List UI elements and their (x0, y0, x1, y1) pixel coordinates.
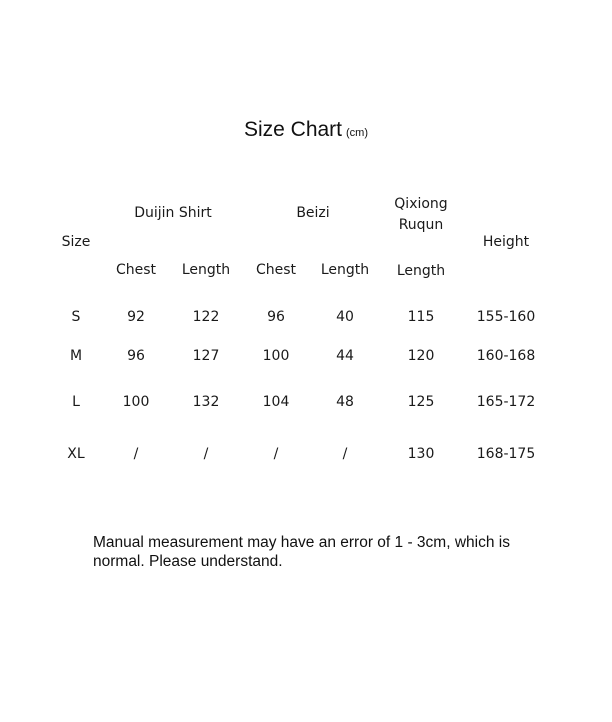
header-qixiong-ruqun: Qixiong Ruqun (394, 196, 448, 233)
cell-beizi-length: 48 (336, 394, 354, 410)
cell-size: L (72, 394, 80, 410)
cell-height: 155-160 (476, 309, 536, 325)
header-duijin-shirt: Duijin Shirt (134, 205, 212, 221)
title-text: Size Chart (243, 118, 343, 141)
subheader-beizi-length: Length (320, 262, 370, 278)
header-beizi: Beizi (296, 205, 330, 221)
cell-duijin-length: / (203, 446, 209, 462)
cell-ruqun-length: 120 (407, 348, 435, 364)
cell-duijin-chest: / (133, 446, 139, 462)
cell-size: M (69, 348, 83, 364)
cell-beizi-length: 40 (336, 309, 354, 325)
cell-duijin-length: 132 (192, 394, 220, 410)
header-height: Height (482, 234, 530, 250)
cell-height: 165-172 (476, 394, 536, 410)
header-size: Size (61, 234, 91, 250)
title-unit: (cm) (346, 127, 369, 139)
cell-height: 168-175 (476, 446, 536, 462)
cell-duijin-chest: 100 (122, 394, 150, 410)
cell-size: S (71, 309, 81, 325)
size-chart-title (0, 118, 612, 142)
cell-height: 160-168 (476, 348, 536, 364)
cell-beizi-chest: 100 (262, 348, 290, 364)
cell-beizi-chest: / (273, 446, 279, 462)
cell-ruqun-length: 115 (407, 309, 435, 325)
subheader-duijin-chest: Chest (115, 262, 157, 278)
cell-duijin-length: 122 (192, 309, 220, 325)
cell-size: XL (67, 446, 85, 462)
subheader-ruqun-length: Length (396, 263, 446, 279)
subheader-beizi-chest: Chest (255, 262, 297, 278)
cell-ruqun-length: 125 (407, 394, 435, 410)
cell-duijin-length: 127 (192, 348, 220, 364)
cell-beizi-chest: 96 (267, 309, 285, 325)
subheader-duijin-length: Length (181, 262, 231, 278)
cell-beizi-length: / (342, 446, 348, 462)
cell-duijin-chest: 96 (127, 348, 145, 364)
cell-duijin-chest: 92 (127, 309, 145, 325)
measurement-note: Manual measurement may have an error of 1 - 3cm, which is normal. Please understand. (93, 534, 510, 570)
cell-beizi-chest: 104 (262, 394, 290, 410)
cell-ruqun-length: 130 (407, 446, 435, 462)
cell-beizi-length: 44 (336, 348, 354, 364)
